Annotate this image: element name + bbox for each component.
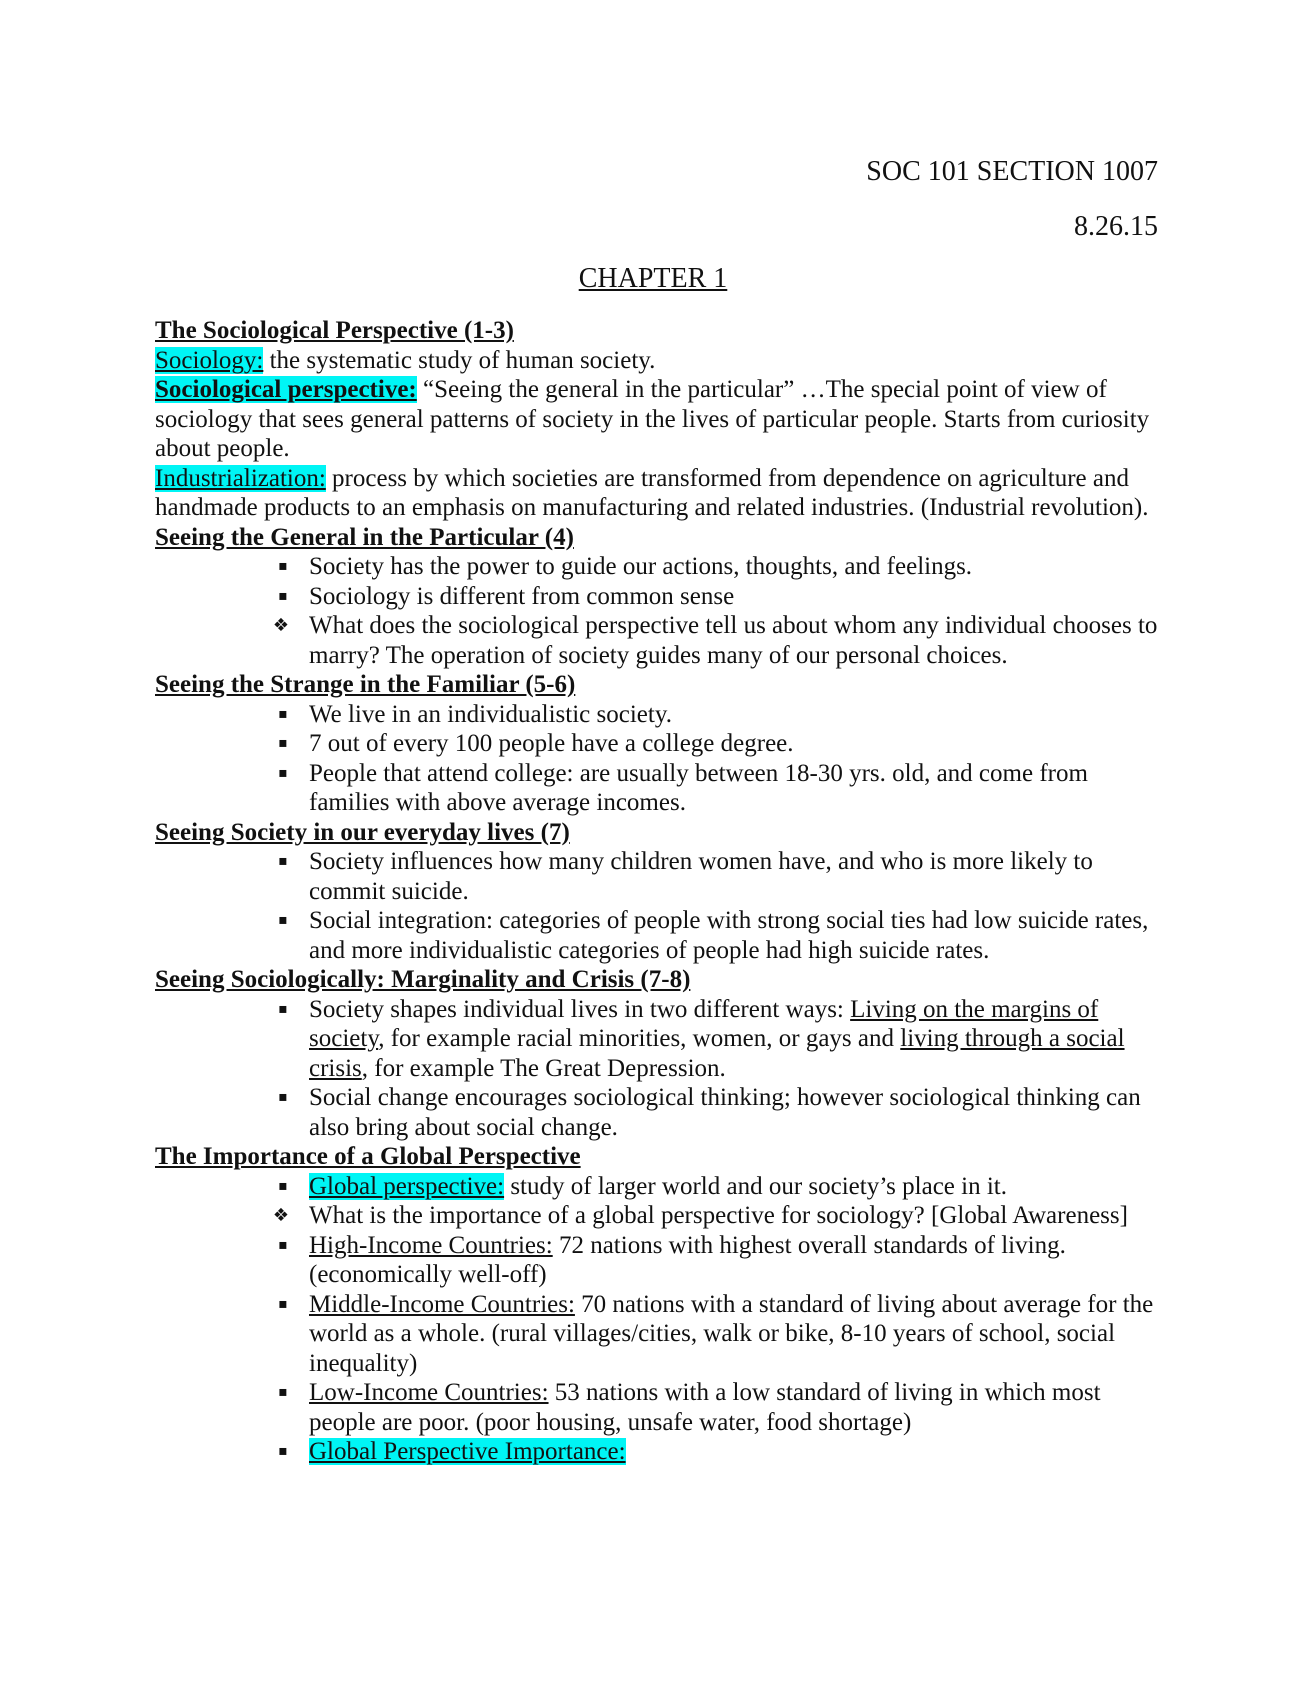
square-bullet-icon: ▪ <box>278 705 288 722</box>
definition-text: “Seeing the general in the particular” …The special point of view of sociology that sees general patterns of society in the lives of particular people. Starts from curiosity about people. <box>155 376 1150 462</box>
list-item <box>278 847 1167 906</box>
diamond-bullet-icon: ❖ <box>272 1205 290 1226</box>
section-heading: The Sociological Perspective (1-3) <box>155 317 514 344</box>
highlighted-term: Global perspective: <box>309 1172 505 1200</box>
square-bullet-icon: ▪ <box>278 587 288 604</box>
list-item-text: What is the importance of a global perspective for sociology? [Global Awareness] <box>309 1202 1128 1229</box>
list-item <box>278 1231 1167 1290</box>
list-item-text: Social change encourages sociological thinking; however sociological thinking can also bring about social change. <box>309 1084 1141 1141</box>
list-item <box>278 906 1167 965</box>
list-item <box>278 1437 1167 1467</box>
list-item-text: , for example racial minorities, women, or gays and <box>378 1025 901 1052</box>
section-heading: The Importance of a Global Perspective <box>155 1143 581 1170</box>
list-item <box>272 1201 1167 1231</box>
square-bullet-icon: ▪ <box>278 735 288 751</box>
underlined-phrase: living through a social crisis <box>309 1025 1125 1082</box>
definition-term: Sociology: <box>155 346 264 374</box>
section-heading: Seeing the General in the Particular (4) <box>155 523 574 551</box>
list-item <box>278 700 1167 730</box>
list-item-text: 70 nations with a standard of living about average for the world as a whole. (rural villages/cities, walk or bike, 8-10 years of school, social inequality) <box>309 1290 1154 1377</box>
list-item-text: People that attend college: are usually between 18-30 yrs. old, and come from families with above average incomes. <box>309 759 1088 816</box>
list-item <box>278 552 1167 582</box>
list-item <box>278 1290 1167 1379</box>
course-title: SOC 101 SECTION 1007 <box>866 156 1158 187</box>
definition-term: Industrialization: <box>155 464 326 492</box>
list-item <box>272 611 1167 670</box>
square-bullet-icon: ▪ <box>278 1236 288 1253</box>
notes-body <box>155 316 1167 1467</box>
square-bullet-icon: ▪ <box>278 1000 288 1017</box>
square-bullet-icon: ▪ <box>278 1384 288 1400</box>
bullet-list <box>155 847 1167 965</box>
highlighted-term: Global Perspective Importance: <box>309 1438 626 1465</box>
bullet-list <box>155 1172 1167 1467</box>
list-item-text: 72 nations with highest overall standards of living. (economically well-off) <box>309 1231 1066 1288</box>
list-item-text: 7 out of every 100 people have a college degree. <box>309 730 794 757</box>
definition-term: Sociological perspective: <box>155 376 417 403</box>
list-item <box>278 582 1167 612</box>
square-bullet-icon: ▪ <box>278 558 288 574</box>
definition-industrialization <box>155 464 1167 523</box>
bullet-list <box>155 700 1167 818</box>
square-bullet-icon: ▪ <box>278 1295 288 1312</box>
date-label: 8.26.15 <box>1074 211 1158 242</box>
square-bullet-icon: ▪ <box>278 1089 288 1105</box>
list-item-text: Society influences how many children women have, and who is more likely to commit suicide. <box>309 848 1093 905</box>
section-heading: Seeing Society in our everyday lives (7) <box>155 818 570 846</box>
list-item <box>278 995 1167 1084</box>
list-item-text: , for example The Great Depression. <box>361 1054 726 1082</box>
definition-sociological-perspective <box>155 375 1167 464</box>
square-bullet-icon: ▪ <box>278 1443 288 1459</box>
section-heading: Seeing Sociologically: Marginality and Crisis (7-8) <box>155 966 691 993</box>
list-item-text: Sociology is different from common sense <box>309 582 735 610</box>
underlined-term: Low-Income Countries: <box>309 1379 549 1406</box>
square-bullet-icon: ▪ <box>278 853 288 869</box>
underlined-phrase: Living on the margins of society <box>309 995 1099 1052</box>
list-item-text: Social integration: categories of people with strong social ties had low suicide rates, and more individualistic categories of people had high suicide rates. <box>309 907 1149 964</box>
list-item-text: study of larger world and our society’s place in it. <box>504 1172 1007 1200</box>
definition-text: process by which societies are transformed from dependence on agriculture and handmade products to an emphasis on manufacturing and related industries. (Industrial revolution). <box>155 464 1149 521</box>
list-item-text: What does the sociological perspective tell us about whom any individual chooses to marry? The operation of society guides many of our personal choices. <box>309 612 1158 669</box>
list-item <box>278 1172 1167 1202</box>
list-item <box>278 729 1167 759</box>
list-item <box>278 759 1167 818</box>
definition-text: the systematic study of human society. <box>263 346 656 374</box>
bullet-list <box>155 552 1167 670</box>
list-item-text: 53 nations with a low standard of living in which most people are poor. (poor housing, unsafe water, food shortage) <box>309 1379 1101 1436</box>
list-item-text: Society shapes individual lives in two different ways: <box>309 995 851 1023</box>
definition-sociology <box>155 346 1167 376</box>
square-bullet-icon: ▪ <box>278 764 288 781</box>
diamond-bullet-icon: ❖ <box>272 615 290 636</box>
square-bullet-icon: ▪ <box>278 1177 288 1194</box>
underlined-term: High-Income Countries: <box>309 1231 553 1259</box>
list-item <box>278 1378 1167 1437</box>
section-heading: Seeing the Strange in the Familiar (5-6) <box>155 671 576 698</box>
bullet-list <box>155 995 1167 1143</box>
underlined-term: Middle-Income Countries: <box>309 1290 575 1318</box>
square-bullet-icon: ▪ <box>278 912 288 928</box>
list-item-text: We live in an individualistic society. <box>309 700 672 728</box>
chapter-title: CHAPTER 1 <box>578 263 728 294</box>
list-item <box>278 1083 1167 1142</box>
list-item-text: Society has the power to guide our actions, thoughts, and feelings. <box>309 553 973 580</box>
